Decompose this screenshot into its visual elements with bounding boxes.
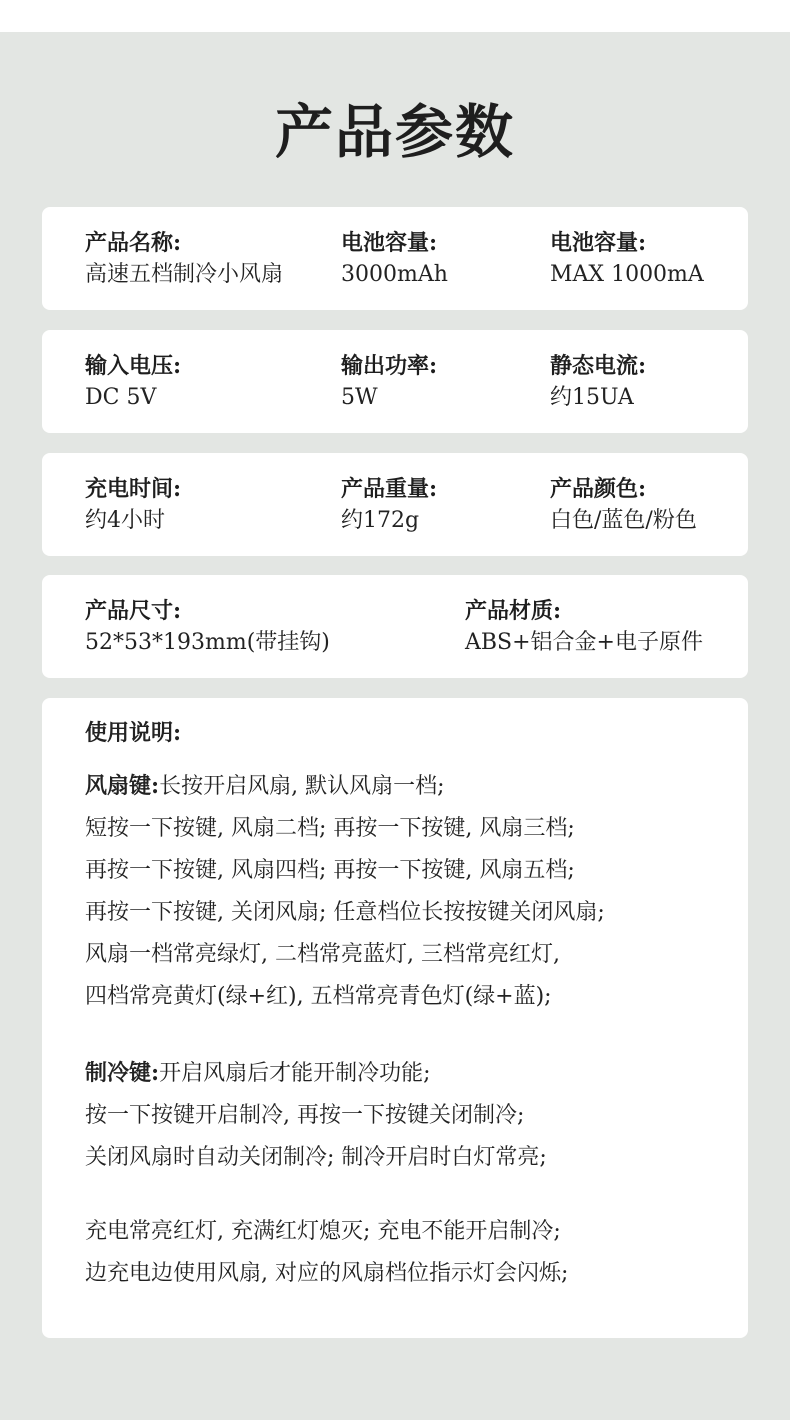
fan-key-line: 风扇一档常亮绿灯, 二档常亮蓝灯, 三档常亮红灯, bbox=[85, 942, 560, 967]
usage-instructions-card bbox=[42, 698, 748, 1338]
spec-label: 产品重量: bbox=[341, 476, 438, 502]
spec-label: 静态电流: bbox=[550, 353, 647, 379]
spec-value: 白色/蓝色/粉色 bbox=[550, 508, 697, 533]
spec-value: ABS+铝合金+电子原件 bbox=[465, 630, 703, 655]
spec-value: 3000mAh bbox=[341, 262, 448, 287]
cool-key-line: 按一下按键开启制冷, 再按一下按键关闭制冷; bbox=[85, 1103, 525, 1128]
spec-label: 产品名称: bbox=[85, 230, 182, 256]
spec-battery-max bbox=[550, 229, 704, 289]
spec-value: 高速五档制冷小风扇 bbox=[85, 262, 284, 287]
spec-value: 约4小时 bbox=[85, 508, 165, 533]
fan-key-section bbox=[85, 765, 605, 1018]
spec-label: 产品尺寸: bbox=[85, 598, 182, 624]
charging-line: 边充电边使用风扇, 对应的风扇档位指示灯会闪烁; bbox=[85, 1261, 569, 1286]
page-title: 产品参数 bbox=[274, 98, 515, 166]
spec-output-power bbox=[341, 352, 437, 412]
spec-static-current bbox=[550, 352, 646, 412]
charging-line: 充电常亮红灯, 充满红灯熄灭; 充电不能开启制冷; bbox=[85, 1219, 561, 1244]
fan-key-line: 四档常亮黄灯(绿+红), 五档常亮青色灯(绿+蓝); bbox=[85, 984, 552, 1009]
charging-section bbox=[85, 1211, 568, 1295]
spec-value: DC 5V bbox=[85, 385, 157, 410]
fan-key-line: 再按一下按键, 风扇四档; 再按一下按键, 风扇五档; bbox=[85, 858, 575, 883]
cool-key-line: 关闭风扇时自动关闭制冷; 制冷开启时白灯常亮; bbox=[85, 1145, 547, 1170]
cool-key-text: 开启风扇后才能开制冷功能; bbox=[159, 1061, 431, 1086]
cool-key-line bbox=[85, 1052, 547, 1095]
fan-key-line: 再按一下按键, 关闭风扇; 任意档位长按按键关闭风扇; bbox=[85, 900, 605, 925]
spec-value: MAX 1000mA bbox=[550, 262, 704, 287]
spec-color bbox=[550, 475, 697, 535]
usage-heading: 使用说明: bbox=[85, 720, 182, 746]
spec-label: 电池容量: bbox=[550, 230, 647, 256]
spec-charge-time bbox=[85, 475, 181, 535]
spec-value: 52*53*193mm(带挂钩) bbox=[85, 630, 330, 655]
fan-key-text: 长按开启风扇, 默认风扇一档; bbox=[159, 774, 445, 799]
spec-product-name bbox=[85, 229, 283, 289]
spec-label: 电池容量: bbox=[341, 230, 438, 256]
spec-card-basic bbox=[42, 207, 748, 310]
cool-key-label: 制冷键: bbox=[85, 1060, 160, 1086]
spec-value: 约15UA bbox=[550, 385, 634, 410]
spec-size bbox=[85, 597, 330, 657]
fan-key-line: 短按一下按键, 风扇二档; 再按一下按键, 风扇三档; bbox=[85, 816, 575, 841]
spec-card-electrical bbox=[42, 330, 748, 433]
spec-input-voltage bbox=[85, 352, 181, 412]
cool-key-section bbox=[85, 1052, 547, 1179]
spec-value: 5W bbox=[341, 385, 378, 410]
fan-key-line bbox=[85, 765, 605, 808]
spec-label: 输入电压: bbox=[85, 353, 182, 379]
spec-label: 输出功率: bbox=[341, 353, 438, 379]
spec-card-physical bbox=[42, 453, 748, 556]
spec-battery-capacity bbox=[341, 229, 448, 289]
spec-card-dimensions bbox=[42, 575, 748, 678]
spec-label: 产品材质: bbox=[465, 598, 562, 624]
spec-label: 产品颜色: bbox=[550, 476, 647, 502]
spec-weight bbox=[341, 475, 437, 535]
spec-value: 约172g bbox=[341, 508, 420, 533]
spec-label: 充电时间: bbox=[85, 476, 182, 502]
fan-key-label: 风扇键: bbox=[85, 773, 160, 799]
spec-material bbox=[465, 597, 703, 657]
